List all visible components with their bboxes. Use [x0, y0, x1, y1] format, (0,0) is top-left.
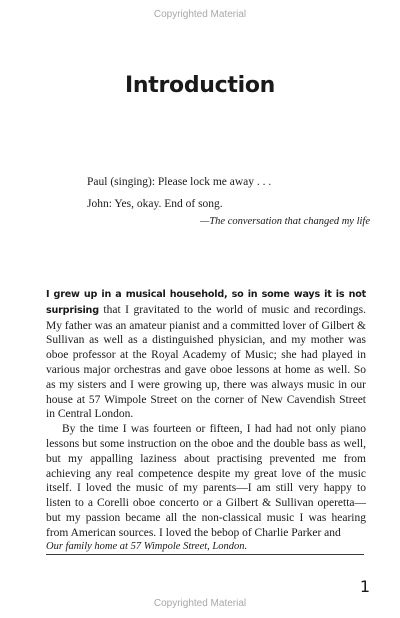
figure-caption: Our family home at 57 Wimpole Street, London. [46, 541, 364, 555]
copyright-watermark-top: Copyrighted Material [153, 9, 247, 20]
paragraph-2: By the time I was fourteen or fifteen, I had had not only piano lessons but some instruction on the oboe and the double bass as well, but my appalling laziness about practising prevented me from achieving any real competence despite my great love of the music itself. I loved the music of my parents—I am still very happy to listen to a Corelli oboe concerto or a Gilbert & Sullivan operetta—but my passion became all the non-classical music I was hearing from American sources. I loved the bebop of Charlie Parker and [46, 423, 366, 539]
body-text [46, 287, 366, 541]
copyright-watermark-bottom: Copyrighted Material [153, 598, 247, 609]
lead-in-text: I grew up in a musical household, so in some ways it is not surprising [46, 289, 366, 316]
epigraph-attribution: —The conversation that changed my life [200, 216, 371, 227]
page-number: 1 [359, 577, 370, 596]
paragraph-1 [46, 287, 366, 422]
epigraph-line-2: John: Yes, okay. End of song. [87, 198, 223, 210]
chapter-title: Introduction [124, 73, 275, 98]
paragraph-1-text: that I gravitated to the world of music and recordings. My father was an amateur pianist and a committed lover of Gilbert & Sullivan as well as a distinguished physician, and my mother was oboe professor at the Royal Academy of Music; she had played in various major orchestras and gave oboe lessons at home as well. So as my sisters and I were growing up, there was always music in our house at 57 Wimpole Street on the corner of New Cavendish Street in Central London. [46, 303, 367, 421]
epigraph-line-1: Paul (singing): Please lock me away . . . [87, 176, 272, 188]
